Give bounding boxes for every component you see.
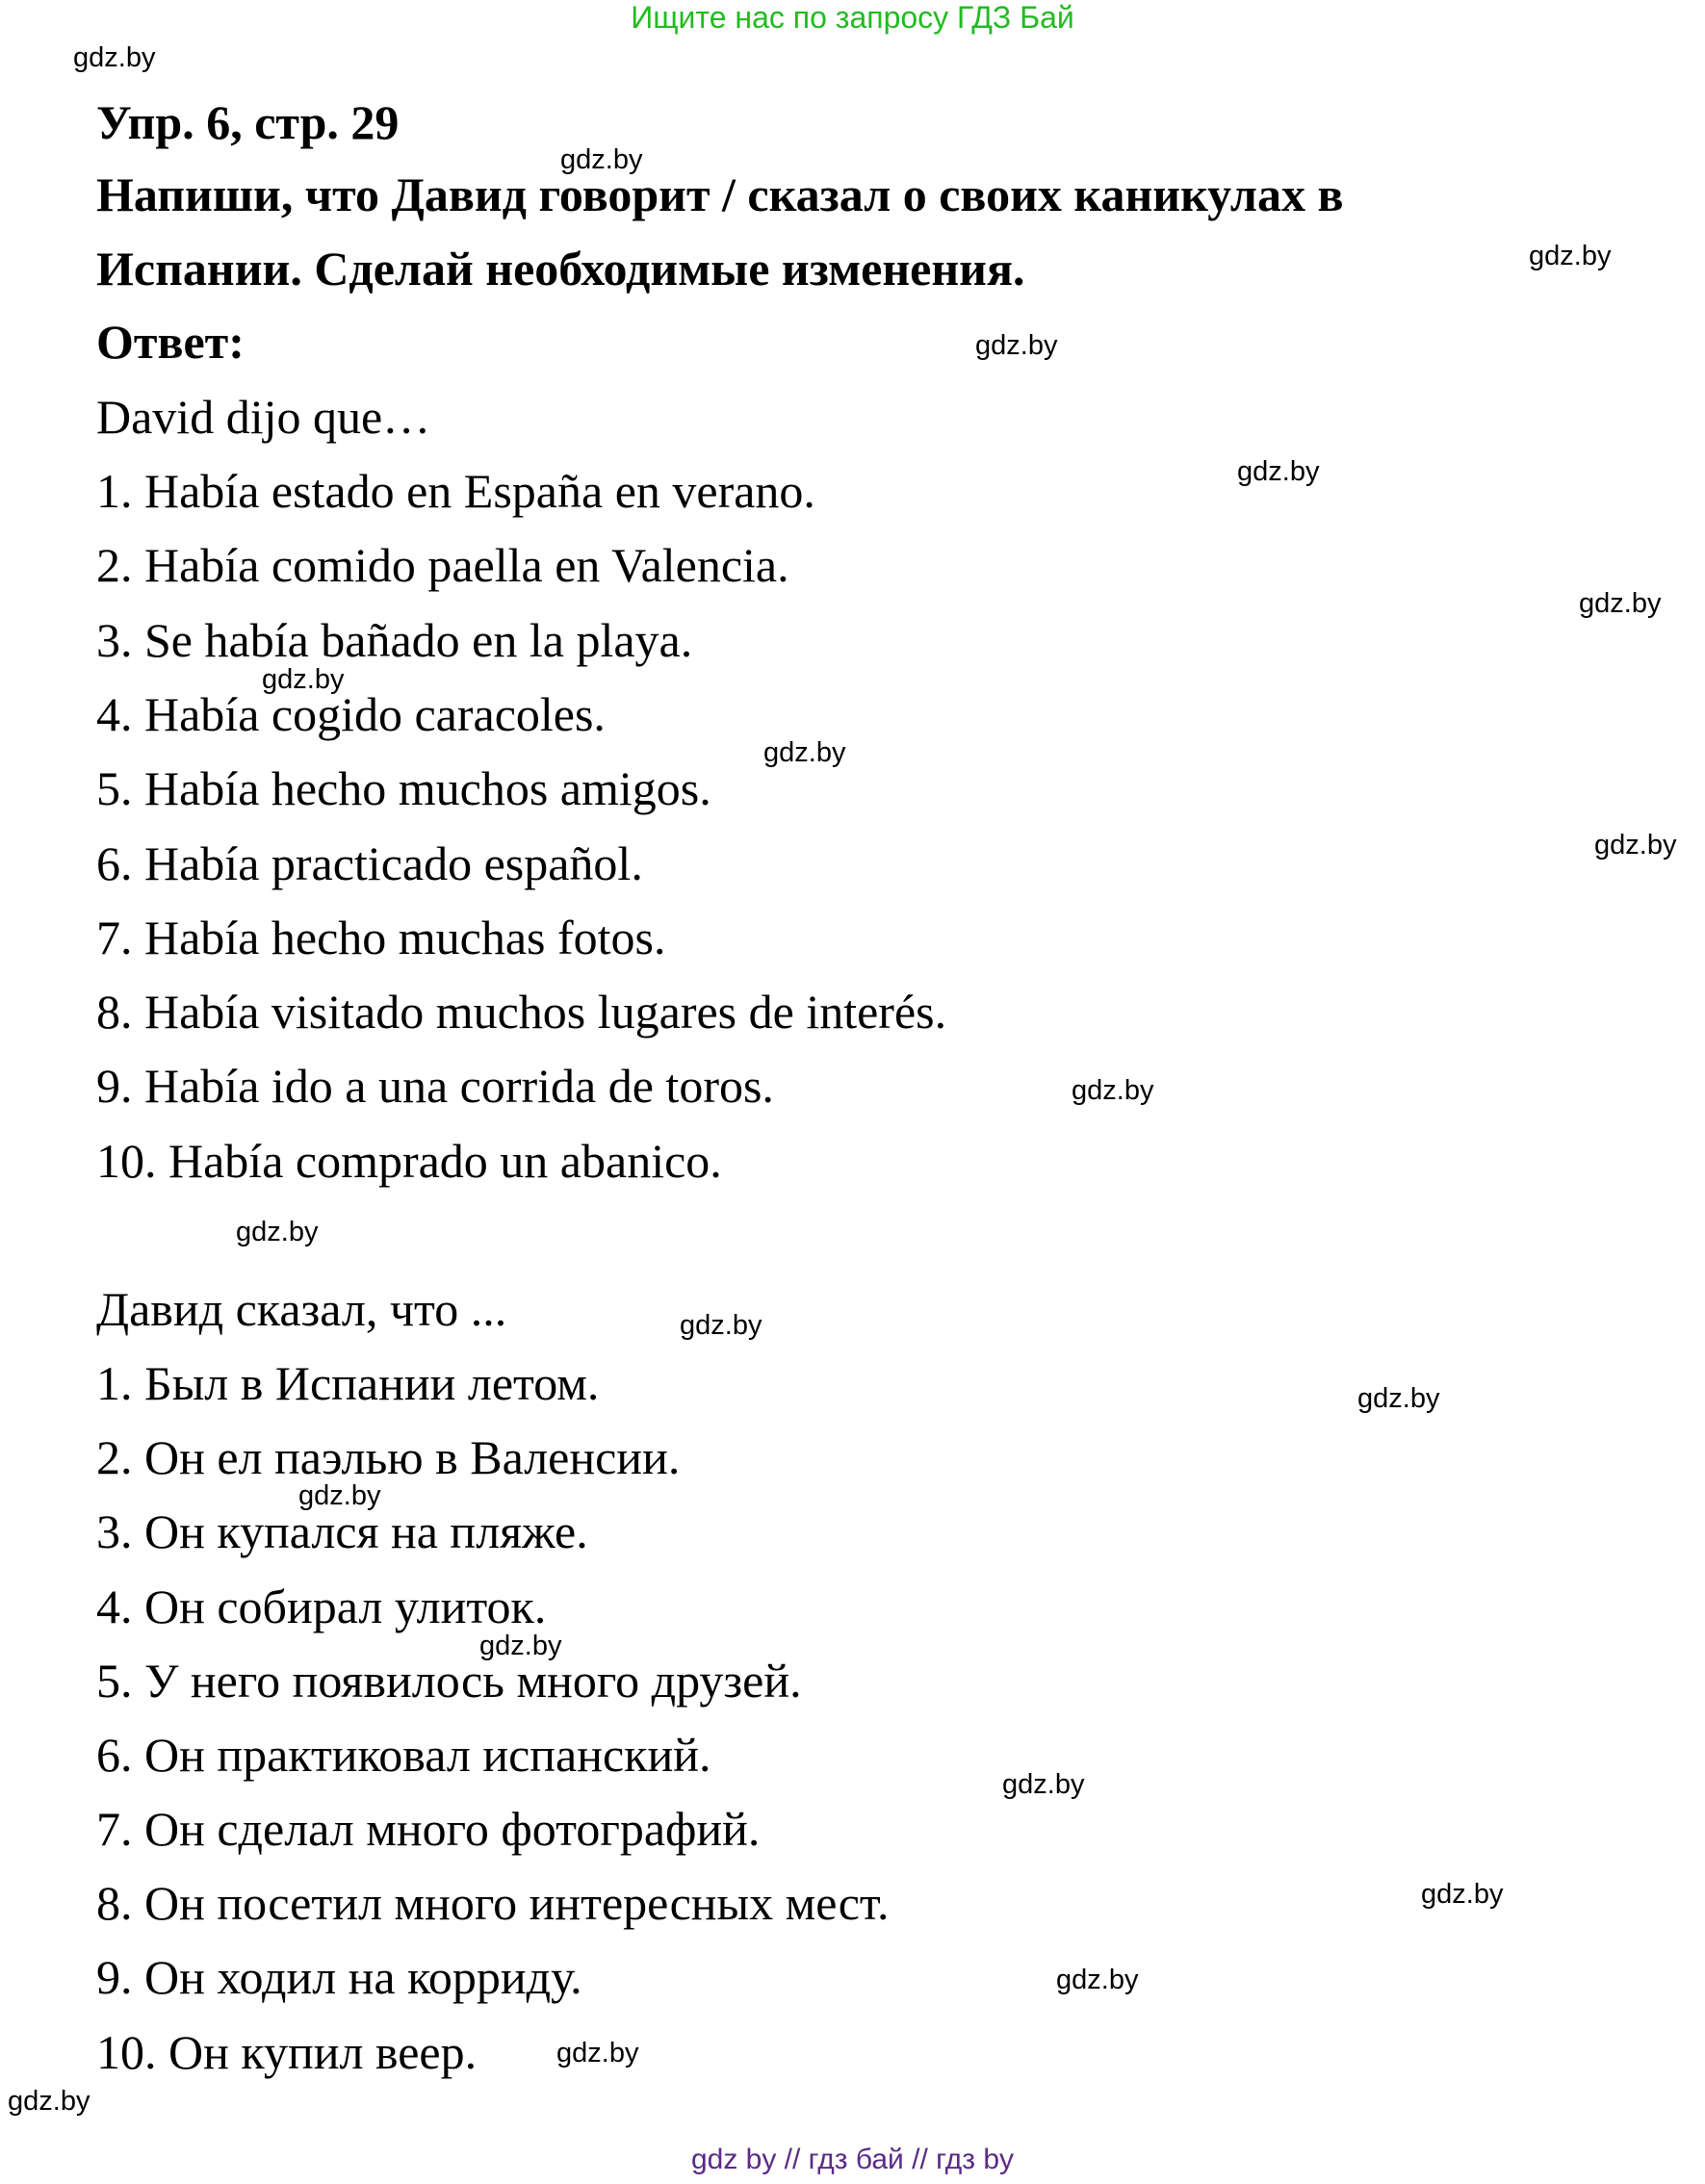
list-item: 4. Había cogido caracoles.	[96, 687, 606, 741]
exercise-title: Упр. 6, стр. 29	[96, 95, 400, 149]
watermark: gdz.by	[560, 144, 643, 175]
list-item: 9. Había ido a una corrida de toros.	[96, 1059, 774, 1113]
top-banner: Ищите нас по запросу ГДЗ Бай	[631, 0, 1074, 35]
watermark: gdz.by	[1421, 1879, 1504, 1910]
list-item: 1. Había estado en España en verano.	[96, 464, 815, 518]
watermark: gdz.by	[1357, 1383, 1440, 1414]
list-item: 8. Había visitado muchos lugares de interés.	[96, 985, 947, 1039]
task-line-1: Напиши, что Давид говорит / сказал о своих каникулах в	[96, 167, 1344, 221]
list-item: 10. Он купил веер.	[96, 2025, 478, 2079]
watermark: gdz.by	[479, 1631, 562, 1661]
footer-links: gdz by // гдз бай // гдз by	[690, 2144, 1015, 2175]
list-item: 1. Был в Испании летом.	[96, 1356, 600, 1410]
watermark: gdz.by	[8, 2086, 90, 2117]
russian-intro: Давид сказал, что ...	[96, 1282, 507, 1336]
list-item: 3. Se había bañado en la playa.	[96, 613, 693, 667]
list-item: 6. Había practicado español.	[96, 836, 643, 890]
task-line-2: Испании. Сделай необходимые изменения.	[96, 242, 1025, 295]
list-item: 2. Había comido paella en Valencia.	[96, 538, 789, 592]
watermark: gdz.by	[1529, 241, 1612, 271]
watermark: gdz.by	[975, 330, 1058, 361]
watermark: gdz.by	[262, 664, 345, 695]
watermark: gdz.by	[236, 1217, 319, 1247]
watermark: gdz.by	[1072, 1075, 1154, 1106]
watermark: gdz.by	[73, 42, 156, 73]
watermark: gdz.by	[1579, 588, 1662, 619]
list-item: 8. Он посетил много интересных мест.	[96, 1876, 890, 1930]
watermark: gdz.by	[1237, 456, 1320, 487]
watermark: gdz.by	[1594, 830, 1677, 861]
watermark: gdz.by	[1056, 1965, 1139, 1995]
answer-label: Ответ:	[96, 315, 245, 369]
list-item: 6. Он практиковал испанский.	[96, 1728, 711, 1782]
list-item: 9. Он ходил на корриду.	[96, 1950, 582, 2004]
watermark: gdz.by	[1002, 1769, 1085, 1800]
watermark: gdz.by	[556, 2038, 639, 2068]
watermark: gdz.by	[298, 1480, 381, 1511]
list-item: 10. Había comprado un abanico.	[96, 1134, 722, 1188]
watermark: gdz.by	[680, 1310, 762, 1341]
list-item: 4. Он собирал улиток.	[96, 1580, 547, 1633]
spanish-intro: David dijo que…	[96, 390, 431, 444]
list-item: 2. Он ел паэлью в Валенсии.	[96, 1430, 681, 1484]
list-item: 7. Había hecho muchas fotos.	[96, 911, 666, 964]
list-item: 5. Había hecho muchos amigos.	[96, 761, 711, 815]
watermark: gdz.by	[763, 737, 846, 768]
list-item: 7. Он сделал много фотографий.	[96, 1802, 761, 1856]
list-item: 5. У него появилось много друзей.	[96, 1654, 802, 1708]
list-item: 3. Он купался на пляже.	[96, 1504, 588, 1558]
